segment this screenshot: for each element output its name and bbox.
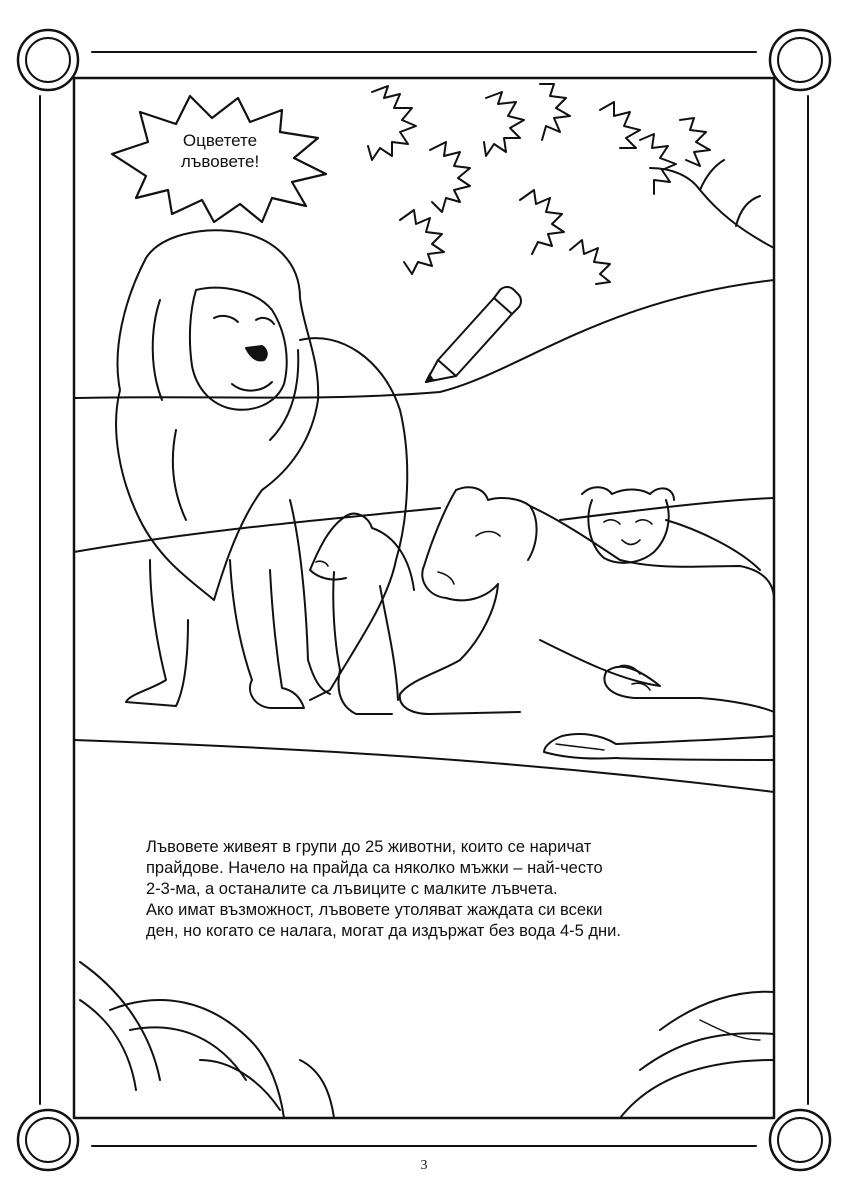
lion-cub-icon — [310, 514, 414, 714]
page-number: 3 — [420, 1158, 428, 1173]
landscape — [74, 280, 774, 792]
fact-paragraph — [146, 837, 766, 942]
corner-ring-top-left — [18, 30, 78, 90]
tail-icon — [544, 734, 774, 760]
speech-bubble-text — [150, 130, 290, 172]
fact-line: Ако имат възможност, лъвовете утоляват жаждата си всеки — [146, 901, 603, 919]
tree-icon — [368, 84, 774, 284]
fact-line: Лъвовете живеят в групи до 25 животни, които се наричат — [146, 838, 592, 856]
fact-line: ден, но когато се налага, могат да издържат без вода 4-5 дни. — [146, 922, 621, 940]
pencil-icon — [426, 287, 521, 382]
page-frame — [18, 30, 830, 1170]
fact-line: 2-3-ма, а останалите са лъвиците с малките лъвчета. — [146, 880, 558, 898]
bubble-line: Оцветете — [182, 131, 258, 150]
leaf-icon — [80, 962, 774, 1118]
lioness-icon — [400, 487, 774, 714]
fact-line: прайдове. Начело на прайда са няколко мъжки – най-често — [146, 859, 603, 877]
bubble-line: лъвовете! — [180, 152, 260, 171]
lion-icon — [116, 230, 407, 708]
corner-ring-top-right — [770, 30, 830, 90]
